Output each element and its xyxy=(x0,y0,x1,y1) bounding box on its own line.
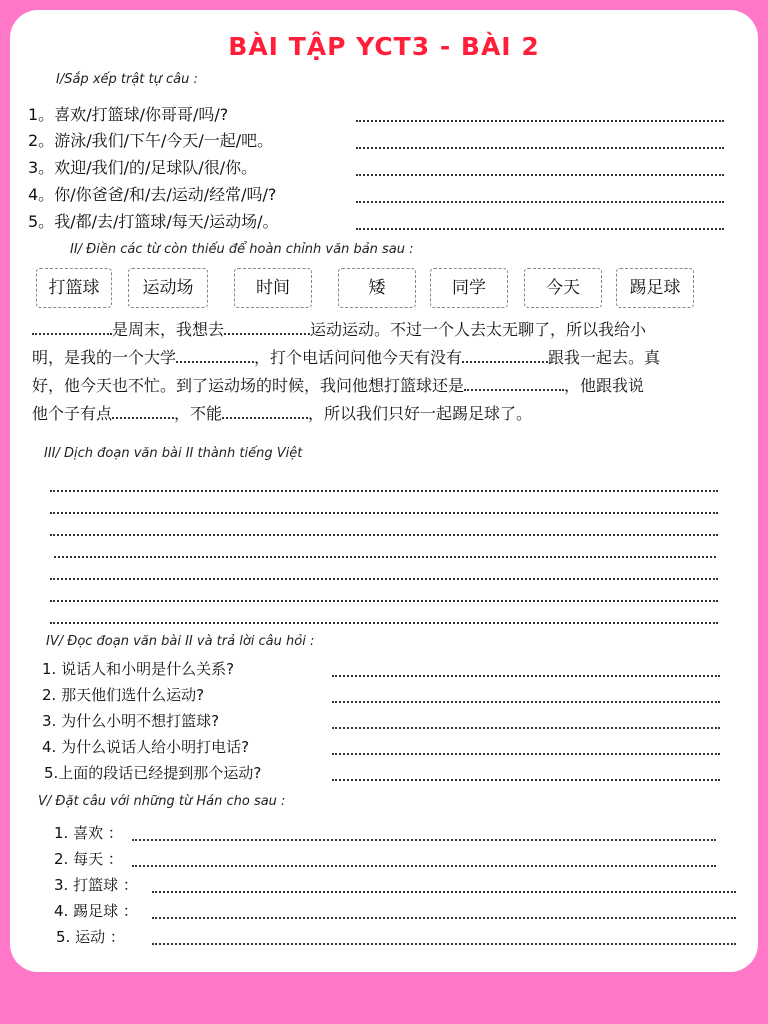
answer-line[interactable] xyxy=(152,891,736,893)
word-chip: 同学 xyxy=(430,268,508,308)
paragraph-text: 他个子有点 xyxy=(32,404,113,423)
item-number: 2。 xyxy=(28,131,55,150)
item-number: 4。 xyxy=(28,185,55,204)
paragraph-text: 明，是我的一个大学 xyxy=(32,348,177,367)
item-text: 游泳/我们/下午/今天/一起/吧。 xyxy=(54,131,274,150)
word-sentence-item: 2. 每天 ： xyxy=(54,850,123,868)
answer-line[interactable] xyxy=(152,917,736,919)
answer-line[interactable] xyxy=(356,147,724,149)
item-text: 你/你爸爸/和/去/运动/经常/吗/? xyxy=(54,185,277,204)
paragraph-text: ，所以我们只好一起踢足球了。 xyxy=(308,404,533,423)
translation-line[interactable] xyxy=(54,556,716,558)
fill-blank[interactable] xyxy=(32,321,112,335)
item-text: 喜欢/打篮球/你哥哥/吗/? xyxy=(54,105,229,124)
word-chip: 打篮球 xyxy=(36,268,112,308)
word-chip: 矮 xyxy=(338,268,416,308)
fill-blank[interactable] xyxy=(464,377,564,391)
item-number: 1。 xyxy=(28,105,55,124)
fill-blank[interactable] xyxy=(222,405,308,419)
translation-line[interactable] xyxy=(50,578,718,580)
translation-line[interactable] xyxy=(50,600,718,602)
word-sentence-item: 5. 运动 ： xyxy=(56,928,125,946)
fill-blank[interactable] xyxy=(112,405,174,419)
word-chip: 今天 xyxy=(524,268,602,308)
item-text: 我/都/去/打篮球/每天/运动场/。 xyxy=(54,212,279,231)
answer-line[interactable] xyxy=(152,943,736,945)
paragraph-text: 是周末，我想去 xyxy=(112,320,225,339)
paragraph-text: 好，他今天也不忙。到了运动场的时候，我问他想打篮球还是 xyxy=(32,376,465,395)
answer-line[interactable] xyxy=(332,779,720,781)
question-item: 4. 为什么说话人给小明打电话? xyxy=(42,738,250,756)
translation-line[interactable] xyxy=(50,622,718,624)
paragraph-line xyxy=(32,316,752,344)
answer-line[interactable] xyxy=(332,727,720,729)
answer-line[interactable] xyxy=(356,120,724,122)
section-3-heading: III/ Dịch đoạn văn bài II thành tiếng Việt xyxy=(44,446,303,461)
answer-line[interactable] xyxy=(132,865,716,867)
paragraph-text: ，打个电话问问他今天有没有 xyxy=(254,348,463,367)
reorder-item xyxy=(28,157,257,179)
paragraph-text: ，他跟我说 xyxy=(564,376,645,395)
worksheet-title: BÀI TẬP YCT3 - BÀI 2 xyxy=(228,32,540,61)
answer-line[interactable] xyxy=(356,228,724,230)
question-item: 1. 说话人和小明是什么关系? xyxy=(42,660,235,678)
fill-blank[interactable] xyxy=(462,349,548,363)
item-number: 3。 xyxy=(28,158,55,177)
reorder-item xyxy=(28,184,276,206)
reorder-item xyxy=(28,130,273,152)
paragraph-text: 运动运动。不过一个人去太无聊了，所以我给小 xyxy=(310,320,647,339)
word-chip: 时间 xyxy=(234,268,312,308)
translation-line[interactable] xyxy=(50,534,718,536)
word-sentence-item: 4. 踢足球 ： xyxy=(54,902,138,920)
question-item: 5.上面的段话已经提到那个运动? xyxy=(44,764,262,782)
word-chip: 踢足球 xyxy=(616,268,694,308)
word-sentence-item: 1. 喜欢 ： xyxy=(54,824,123,842)
worksheet xyxy=(10,10,758,972)
fill-blank[interactable] xyxy=(176,349,254,363)
paragraph-line xyxy=(32,400,752,428)
answer-line[interactable] xyxy=(132,839,716,841)
word-sentence-item: 3. 打篮球 ： xyxy=(54,876,138,894)
translation-line[interactable] xyxy=(50,490,718,492)
section-5-heading: V/ Đặt câu với những từ Hán cho sau : xyxy=(38,794,286,809)
question-item: 2. 那天他们选什么运动? xyxy=(42,686,205,704)
paragraph-text: 跟我一起去。真 xyxy=(548,348,661,367)
answer-line[interactable] xyxy=(332,701,720,703)
answer-line[interactable] xyxy=(332,675,720,677)
section-4-heading: IV/ Đọc đoạn văn bài II và trả lời câu hỏi : xyxy=(46,634,315,649)
item-number: 5。 xyxy=(28,212,55,231)
fill-blank[interactable] xyxy=(224,321,310,335)
section-1-heading: I/Sắp xếp trật tự câu : xyxy=(56,72,198,87)
item-text: 欢迎/我们/的/足球队/很/你。 xyxy=(54,158,258,177)
reorder-item xyxy=(28,211,279,233)
paragraph-line xyxy=(32,344,752,372)
section-2-heading: II/ Điền các từ còn thiếu để hoàn chỉnh văn bản sau : xyxy=(70,242,414,257)
answer-line[interactable] xyxy=(356,201,724,203)
fill-paragraph xyxy=(32,316,752,428)
reorder-item xyxy=(28,104,228,126)
translation-line[interactable] xyxy=(50,512,718,514)
answer-line[interactable] xyxy=(332,753,720,755)
answer-line[interactable] xyxy=(356,174,724,176)
paragraph-text: ，不能 xyxy=(174,404,223,423)
word-chip: 运动场 xyxy=(128,268,208,308)
paragraph-line xyxy=(32,372,752,400)
question-item: 3. 为什么小明不想打篮球? xyxy=(42,712,220,730)
